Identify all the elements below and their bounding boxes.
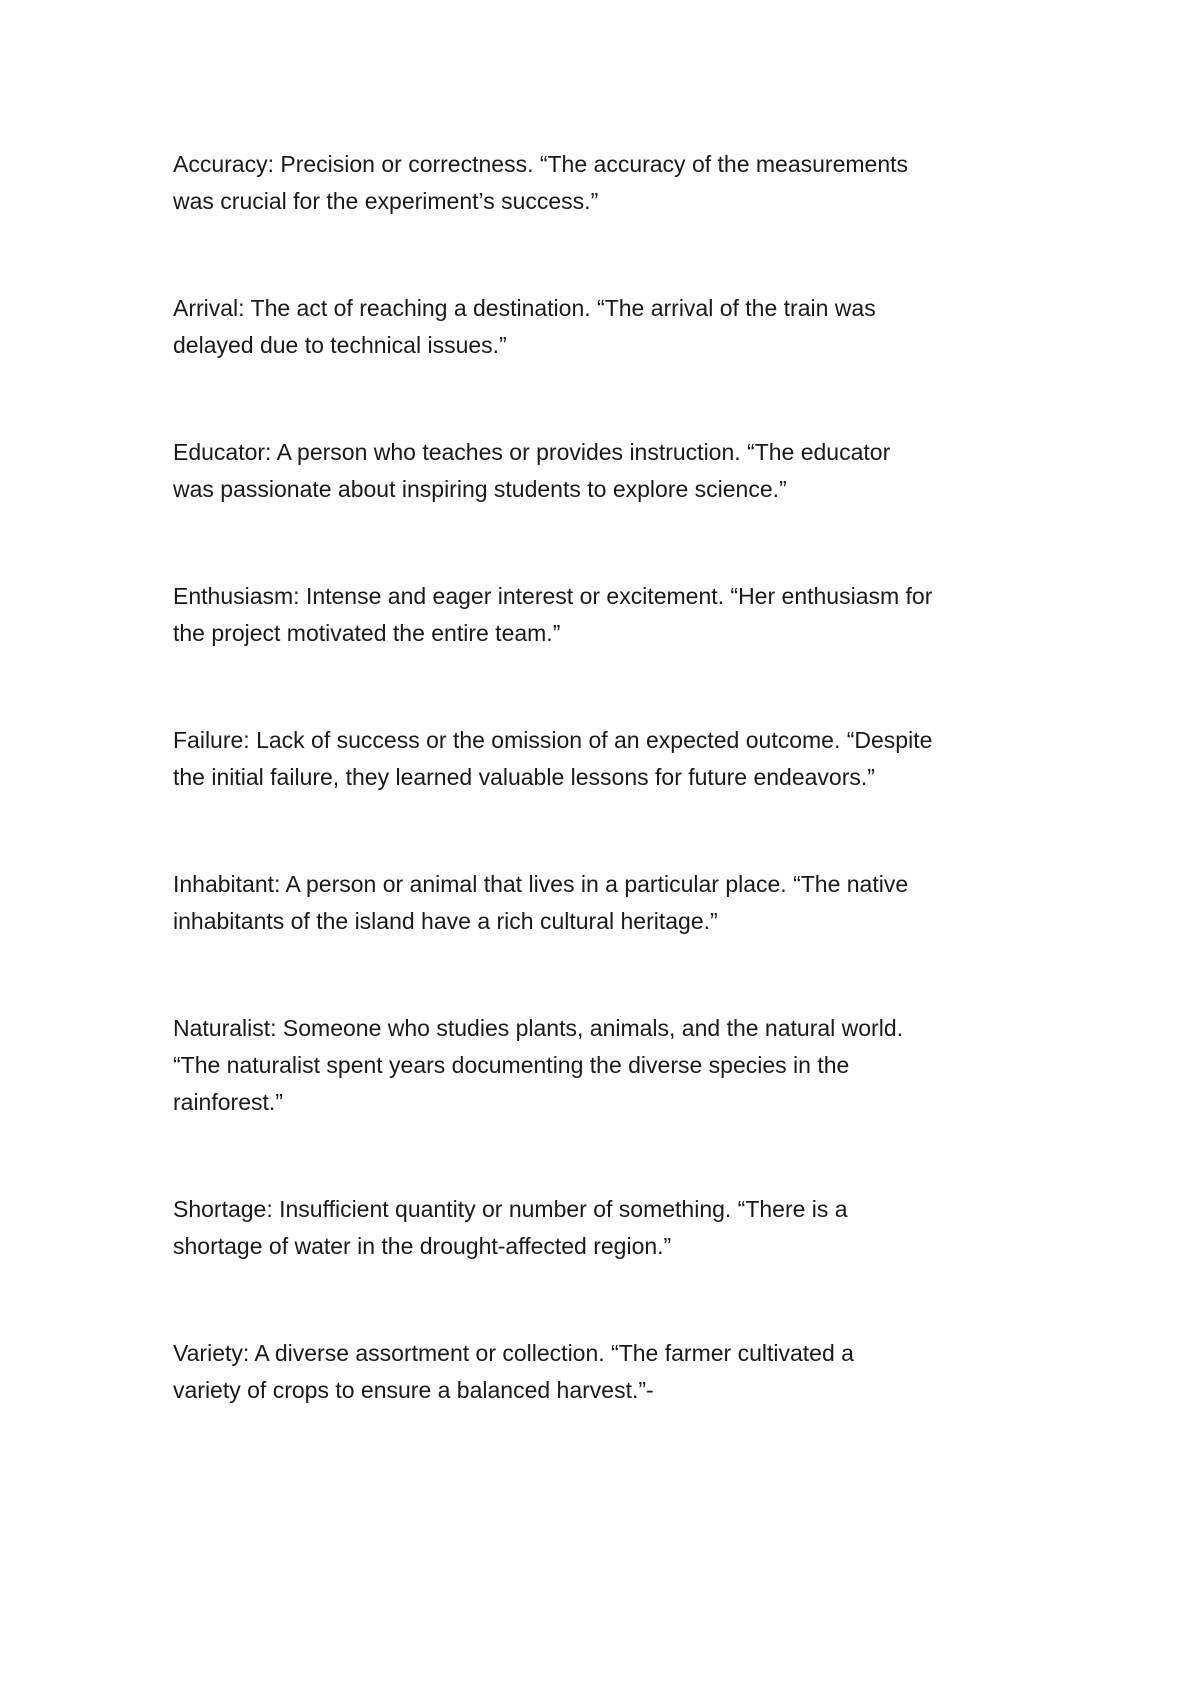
entry-inhabitant: Inhabitant: A person or animal that lives in a particular place. “The native inhabitants of the island have a rich cultural heritage.” [173, 871, 909, 934]
entry-accuracy: Accuracy: Precision or correctness. “The accuracy of the measurements was crucial for the experiment’s success.” [173, 151, 909, 214]
entry-failure: Failure: Lack of success or the omission of an expected outcome. “Despite the initial failure, they learned valuable lessons for future endeavors.” [173, 727, 933, 790]
entry-variety: Variety: A diverse assortment or collection. “The farmer cultivated a variety of crops to ensure a balanced harvest.”- [173, 1340, 854, 1403]
entry-educator: Educator: A person who teaches or provides instruction. “The educator was passionate about inspiring students to explore science.” [173, 439, 891, 502]
entry-enthusiasm: Enthusiasm: Intense and eager interest or excitement. “Her enthusiasm for the project motivated the entire team.” [173, 583, 933, 646]
vocabulary-list [173, 146, 1053, 1409]
entry-shortage: Shortage: Insufficient quantity or number of something. “There is a shortage of water in the drought-affected region.” [173, 1196, 848, 1259]
entry-arrival: Arrival: The act of reaching a destination. “The arrival of the train was delayed due to technical issues.” [173, 295, 876, 358]
entry-naturalist: Naturalist: Someone who studies plants, animals, and the natural world. “The naturalist spent years documenting the diverse species in the rainforest.” [173, 1015, 904, 1115]
